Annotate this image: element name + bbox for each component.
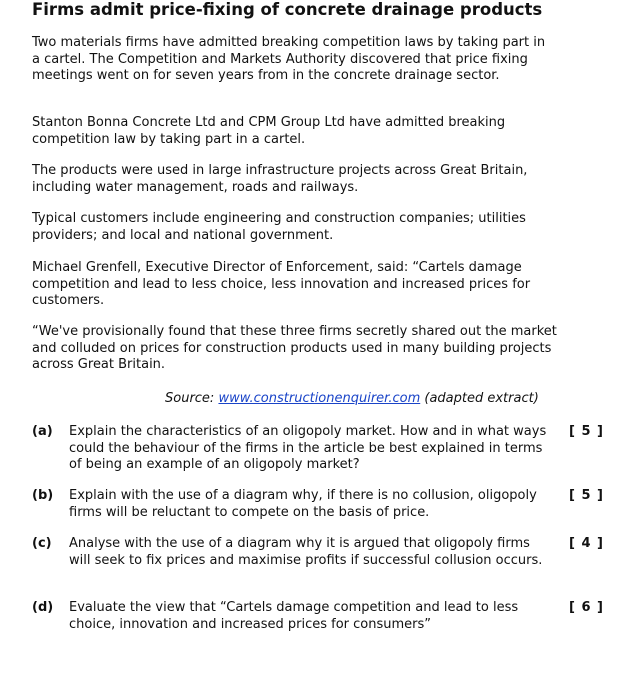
question-text: Explain with the use of a diagram why, if there is no collusion, oligopoly firms will be reluctant to compete on the basis of price. bbox=[69, 488, 537, 520]
question-letter: (b) bbox=[32, 488, 54, 503]
article-paragraph-2: Stanton Bonna Concrete Ltd and CPM Group Ltd have admitted breaking competition law by taking part in a cartel. bbox=[32, 115, 506, 147]
source-link[interactable]: www.constructionenquirer.com bbox=[218, 391, 421, 406]
question-marks: [ 5 ] bbox=[569, 424, 604, 439]
article-paragraph-5: Michael Grenfell, Executive Director of Enforcement, said: “Cartels damage competition and lead to less choice, less innovation and increased prices for customers. bbox=[32, 260, 531, 308]
question-text: Explain the characteristics of an oligopoly market. How and in what ways could the behaviour of the firms in the article be best explained in terms of being an example of an oligopoly market? bbox=[69, 424, 547, 472]
question-d bbox=[32, 600, 604, 634]
question-letter: (c) bbox=[32, 536, 52, 551]
article-paragraph-1: Two materials firms have admitted breaking competition laws by taking part in a cartel. The Competition and Markets Authority discovered that price fixing meetings went on for seven years from in the concrete drainage sector. bbox=[32, 35, 546, 83]
question-letter: (a) bbox=[32, 424, 53, 439]
question-c bbox=[32, 536, 604, 586]
question-marks: [ 5 ] bbox=[569, 488, 604, 503]
question-text: Analyse with the use of a diagram why it is argued that oligopoly firms will seek to fix prices and maximise profits if successful collusion occurs. bbox=[69, 536, 543, 568]
source-prefix: Source: bbox=[165, 391, 219, 406]
source-suffix: (adapted extract) bbox=[420, 391, 539, 406]
question-letter: (d) bbox=[32, 600, 54, 615]
article-paragraph-4: Typical customers include engineering and construction companies; utilities providers; and local and national government. bbox=[32, 211, 526, 243]
article-paragraph-6: “We've provisionally found that these three firms secretly shared out the market and colluded on prices for construction products used in many building projects across Great Britain. bbox=[32, 324, 557, 372]
question-text: Evaluate the view that “Cartels damage competition and lead to less choice, innovation and increased prices for consumers” bbox=[69, 600, 519, 632]
article-paragraph-3: The products were used in large infrastructure projects across Great Britain, including water management, roads and railways. bbox=[32, 163, 528, 195]
question-marks: [ 4 ] bbox=[569, 536, 604, 551]
article-title: Firms admit price-fixing of concrete drainage products bbox=[32, 0, 543, 19]
question-a bbox=[32, 424, 604, 474]
source-citation bbox=[165, 390, 539, 407]
question-marks: [ 6 ] bbox=[569, 600, 604, 615]
question-b bbox=[32, 488, 604, 522]
